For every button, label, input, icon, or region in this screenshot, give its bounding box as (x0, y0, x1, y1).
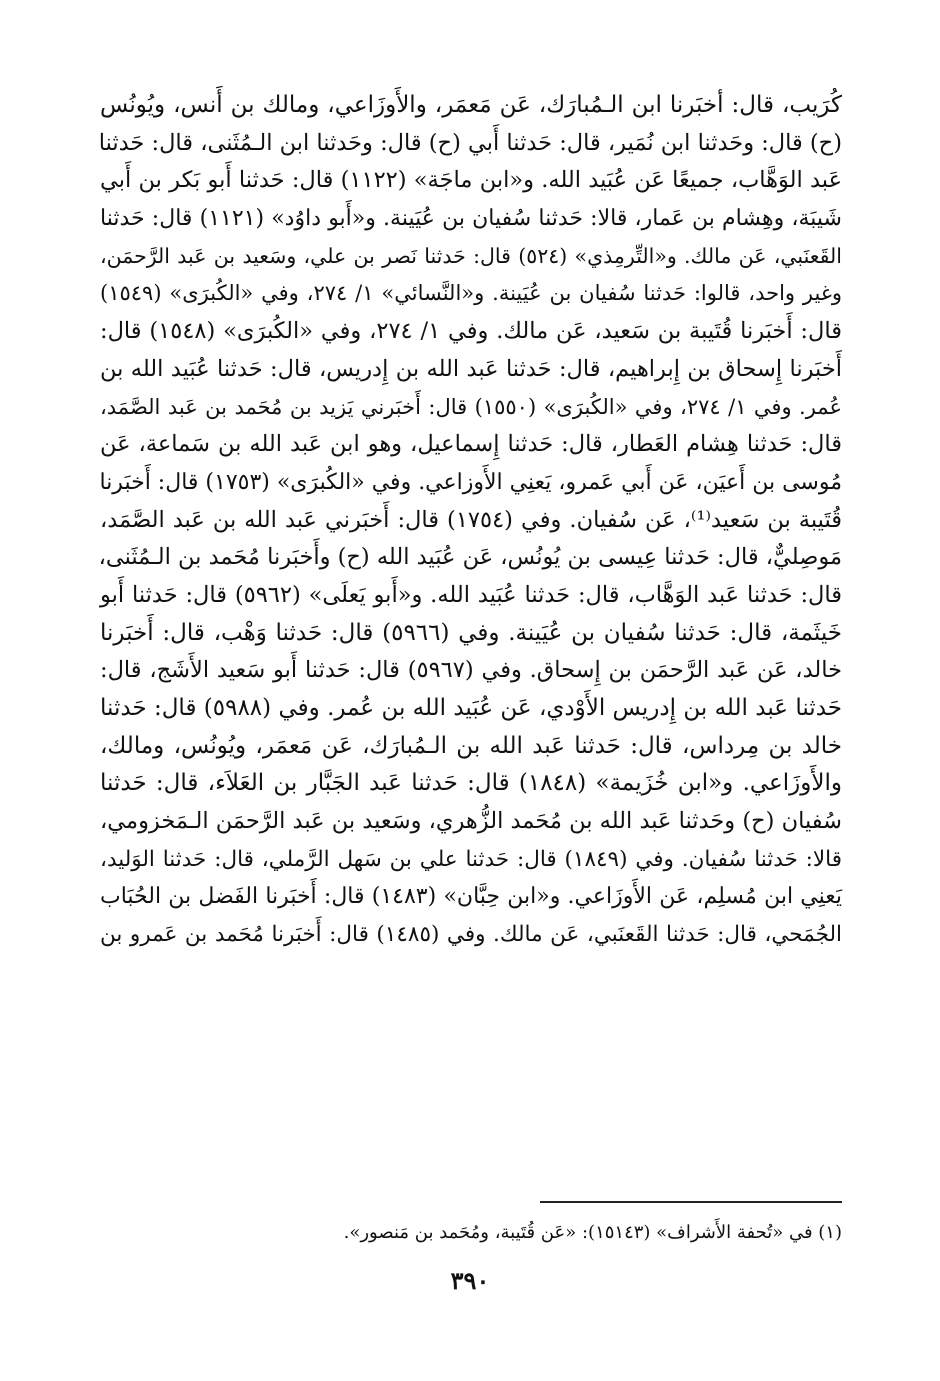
text-line: يَعنِي ابن مُسلِم، عَن الأَوزَاعي. و«ابن حِبَّان» (١٤٨٣) قال: أَخبَرنا الفَضل بن الحُبَاب (100, 884, 843, 910)
text-line: (ح) قال: وحَدثنا ابن نُمَير، قال: حَدثنا أَبي (ح) قال: وحَدثنا ابن الـمُثَنى، قال: حَدثنا (98, 129, 842, 156)
text-line: الجُمَحي، قال: حَدثنا القَعنَبي، عَن مالك. وفي (١٤٨٥) قال: أَخبَرنا مُحَمد بن عَمرو بن (100, 922, 842, 948)
text-line: مُوسى بن أَعيَن، عَن أَبي عَمرو، يَعنِي الأَوزاعي. وفي «الكُبرَى» (١٧٥٣) قال: أَخبَرنا (99, 469, 842, 495)
text-line: والأَوزَاعي. و«ابن خُزَيمة» (١٨٤٨) قال: حَدثنا عَبد الجَبَّار بن العَلاَء، قال: حَدثنا (100, 770, 842, 797)
text-line: قال: حَدثنا هِشام العَطار، قال: حَدثنا إِسماعيل، وهو ابن عَبد الله بن سَماعة، عَن (100, 431, 842, 458)
footnote-divider (540, 1201, 842, 1203)
body-text (100, 87, 842, 954)
text-line: خَيثَمة، قال: حَدثنا سُفيان بن عُيَينة. وفي (٥٩٦٦) قال: حَدثنا وَهْب، قال: أَخبَرنا (100, 619, 842, 646)
text-line: حَدثنا عَبد الله بن إِدريس الأَوْدي، عَن عُبَيد الله بن عُمر. وفي (٥٩٨٨) قال: حَدثنا (100, 695, 842, 721)
text-line: أَخبَرنا إِسحاق بن إِبراهيم، قال: حَدثنا عَبد الله بن إِدريس، قال: حَدثنا عُبَيد الله بن (100, 355, 842, 382)
text-line: خالد بن مِرداس، قال: حَدثنا عَبد الله بن الـمُبارَك، عَن مَعمَر، ويُونُس، ومالك، (100, 732, 842, 759)
text-line: القَعنَبي، عَن مالك. و«التِّرمِذي» (٥٢٤) قال: حَدثنا نَصر بن علي، وسَعيد بن عَبد الرَّحمَن، (100, 243, 842, 268)
text-line: قال: أَخبَرنا قُتَيبة بن سَعيد، عَن مالك. وفي ١/ ٢٧٤، وفي «الكُبرَى» (١٥٤٨) قال: (100, 318, 842, 345)
text-line: عُمر. وفي ١/ ٢٧٤، وفي «الكُبرَى» (١٥٥٠) قال: أَخبَرني يَزيد بن مُحَمد بن عَبد الصَّمَد، (100, 394, 842, 419)
text-line: سُفيان (ح) وحَدثنا عَبد الله بن مُحَمد الزُّهري، وسَعيد بن عَبد الرَّحمَن الـمَخزومي، (100, 808, 842, 835)
text-line: وغير واحد، قالوا: حَدثنا سُفيان بن عُيَينة. و«النَّسائي» ١/ ٢٧٤، وفي «الكُبرَى» (١٥٤٩) (100, 281, 842, 306)
text-line: عَبد الوَهَّاب، جميعًا عَن عُبَيد الله. و«ابن ماجَة» (١١٢٢) قال: حَدثنا أَبو بَكر بن أَبي (100, 167, 842, 194)
text-line: مَوصِليٌّ، قال: حَدثنا عِيسى بن يُونُس، عَن عُبَيد الله (ح) وأَخبَرنا مُحَمد بن الـمُثَنى، (98, 544, 842, 571)
text-line: قال: حَدثنا عَبد الوَهَّاب، قال: حَدثنا عُبَيد الله. و«أَبو يَعلَى» (٥٩٦٢) قال: حَدثنا أَبو (100, 581, 842, 608)
text-line: قالا: حَدثنا سُفيان. وفي (١٨٤٩) قال: حَدثنا علي بن سَهل الرَّملي، قال: حَدثنا الوَليد، (100, 846, 842, 872)
footnote: (١) في «تُحفة الأَشراف» (١٥١٤٣): «عَن قُتَيبة، ومُحَمد بن مَنصور». (343, 1222, 842, 1243)
text-line: خالد، عَن عَبد الرَّحمَن بن إِسحاق. وفي (٥٩٦٧) قال: حَدثنا أَبو سَعيد الأَشَج، قال: (100, 657, 842, 684)
page-number: ٣٩٠ (450, 1266, 490, 1295)
text-line: شَيبَة، وهِشام بن عَمار، قالا: حَدثنا سُفيان بن عُيَينة. و«أَبو داوُد» (١١٢١) قال: حَدثنا (100, 206, 842, 232)
text-line: قُتَيبة بن سَعيد⁽¹⁾، عَن سُفيان. وفي (١٧٥٤) قال: أَخبَرني عَبد الله بن عَبد الصَّمَد، (100, 506, 842, 533)
text-line: كُرَيب، قال: أخبَرنا ابن الـمُبارَك، عَن مَعمَر، والأَوزَاعي، ومالك بن أَنس، ويُونُس (100, 92, 842, 118)
